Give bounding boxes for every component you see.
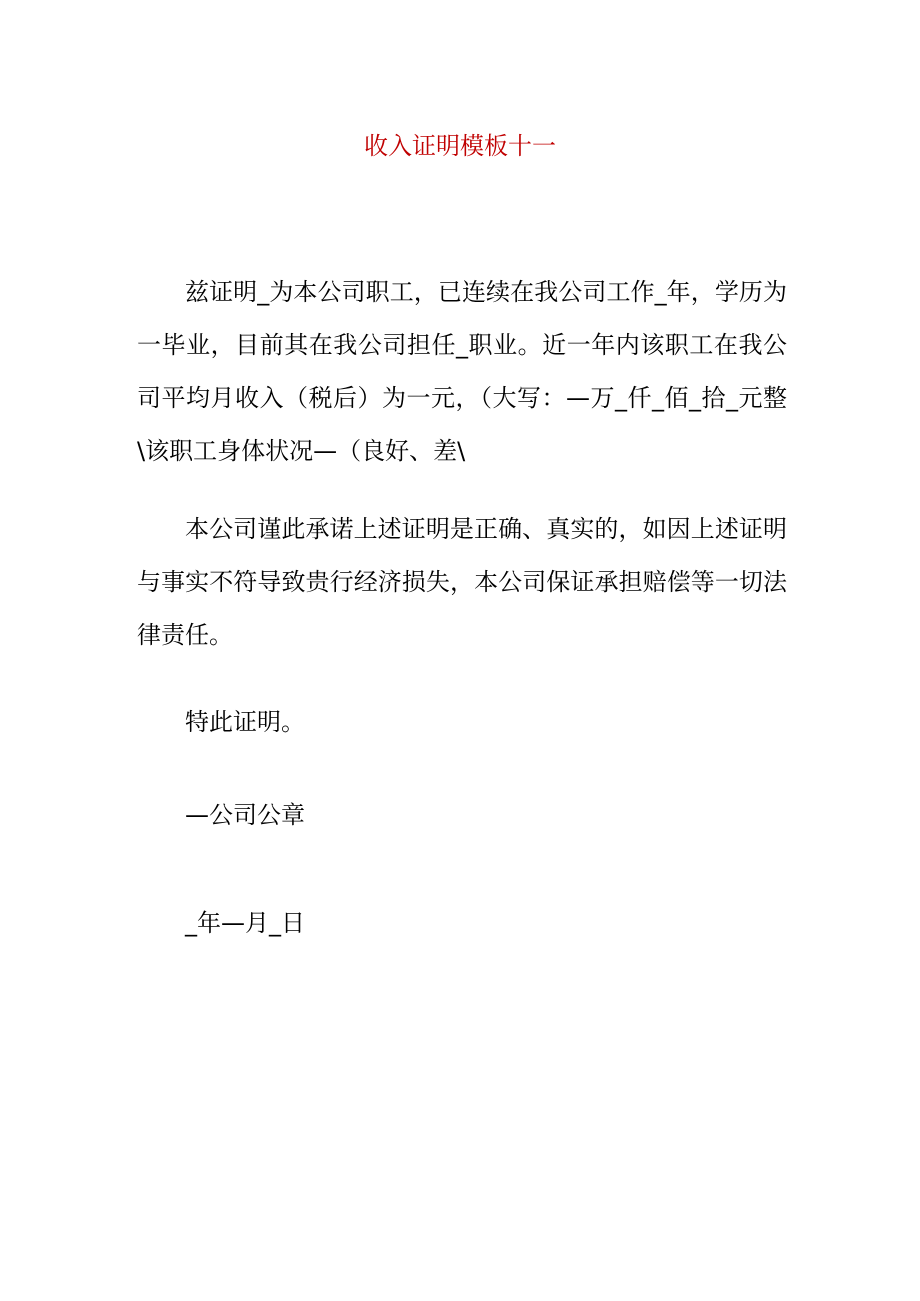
date-line: _年—月_日 [185, 909, 305, 937]
closing-statement: 特此证明。 [185, 708, 305, 736]
document-title: 收入证明模板十一 [364, 132, 556, 160]
company-seal-line: —公司公章 [185, 801, 305, 829]
commitment-paragraph: 本公司谨此承诺上述证明是正确、真实的，如因上述证明与事实不符导致贵行经济损失，本公司保证承担赔偿等一切法律责任。 [137, 515, 787, 649]
certification-paragraph: 兹证明_为本公司职工，已连续在我公司工作_年，学历为一毕业，目前其在我公司担任_职业。近一年内该职工在我公司平均月收入（税后）为一元，（大写：—万_仟_佰_拾_元整\该职工身体状况—（良好、差\ [137, 278, 787, 465]
